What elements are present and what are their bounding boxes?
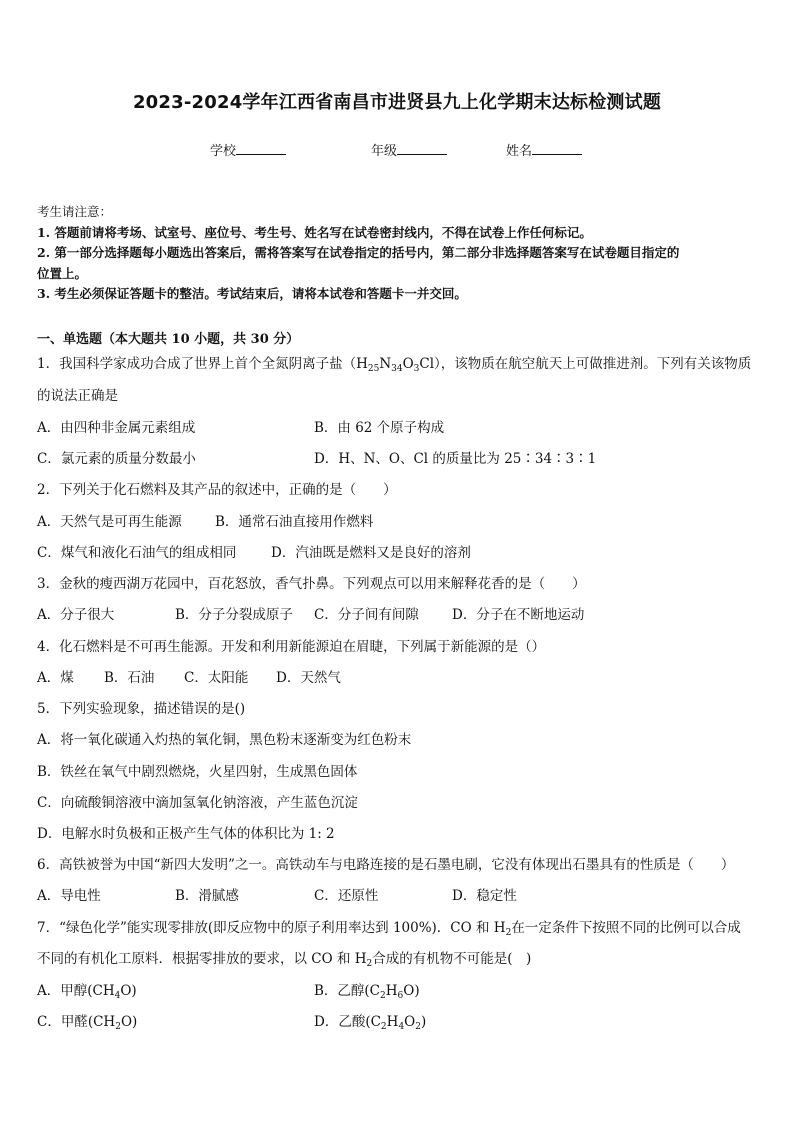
school-blank[interactable] [236,141,286,155]
q1-stem-part: O [402,356,414,372]
q1-sub: 3 [413,364,420,374]
question-6-option-c[interactable]: C．还原性 [314,888,379,904]
q7b-part: H [385,983,398,999]
question-5-option-b[interactable]: B．铁丝在氧气中剧烈燃烧，火星四射，生成黑色固体 [37,764,358,780]
notice-heading: 考生请注意： [37,204,113,219]
q1-stem-part: N [379,356,392,372]
question-2-option-d[interactable]: D．汽油既是燃料又是良好的溶剂 [271,545,471,561]
question-7-stem-line2 [37,947,759,967]
q7b-part: B．乙醇(C [314,983,381,999]
question-2-option-c[interactable]: C．煤气和液化石油气的组成相同 [37,545,237,561]
question-1-option-d[interactable]: D．H、N、O、Cl 的质量比为 25∶34∶3∶1 [314,451,597,467]
question-5-stem: 5．下列实验现象，描述错误的是() [37,701,246,717]
question-1-option-b[interactable]: B．由 62 个原子构成 [314,420,445,436]
q1-sub: 25 [367,364,380,374]
question-3-option-b[interactable]: B．分子分裂成原子 [175,607,293,623]
q7b-sub: 2 [380,991,386,1001]
grade-label: 年级 [371,144,398,159]
question-1-option-a[interactable]: A．由四种非金属元素组成 [37,420,196,436]
notice-item-1: 1. 答题前请将考场、试室号、座位号、考生号、姓名写在试卷密封线内，不得在试卷上作任何标记。 [37,224,592,240]
question-4-stem: 4．化石燃料是不可再生能源。开发和利用新能源迫在眉睫，下列属于新能源的是（） [37,639,546,655]
q7-stem-part: 7．“绿色化学”能实现零排放(即反应物中的原子利用率达到 100%)．CO 和 H [37,920,506,936]
question-6-stem: 6．高铁被誉为中国“新四大发明”之一。高铁动车与电路连接的是石墨电刷，它没有体现出石墨具有的性质是（ ） [37,857,735,873]
question-7-option-d[interactable] [314,1010,426,1030]
q7d-part: H [386,1014,399,1030]
question-4-option-b[interactable]: B．石油 [104,670,155,686]
q7c-part: C．甲醛(CH [37,1014,116,1030]
question-3-option-c[interactable]: C．分子间有间隙 [314,607,419,623]
question-3-stem: 3．金秋的瘦西湖万花园中，百花怒放，香气扑鼻。下列观点可以用来解释花香的是（ ） [37,576,586,592]
question-3-option-a[interactable]: A．分子很大 [37,607,115,623]
q7d-part: O [404,1014,416,1030]
question-7-option-b[interactable] [314,979,420,999]
q7-stem-part: 在一定条件下按照不同的比例可以合成 [511,920,741,936]
q7a-part: A．甲醇(CH [37,983,115,999]
school-label: 学校 [210,144,237,159]
q7a-sub: 4 [114,991,121,1001]
school-field [210,140,286,159]
notice-item-3: 3. 考生必须保证答题卡的整洁。考试结束后，请将本试卷和答题卡一并交回。 [37,286,467,301]
question-7-option-c[interactable] [37,1010,137,1030]
question-4-option-d[interactable]: D．天然气 [276,670,341,686]
question-5-option-c[interactable]: C．向硫酸铜溶液中滴加氢氧化钠溶液，产生蓝色沉淀 [37,795,358,811]
question-2-option-b[interactable]: B．通常石油直接用作燃料 [215,514,374,530]
q7-sub: 2 [366,959,373,969]
q7b-sub: 6 [397,991,404,1001]
name-blank[interactable] [532,141,582,155]
q7a-part: O) [120,983,137,999]
question-4-option-c[interactable]: C．太阳能 [184,670,249,686]
question-1-stem [37,352,759,372]
q7d-sub: 4 [398,1022,405,1032]
notice-item-2-continued: 位置上。 [37,265,88,281]
name-label: 姓名 [506,144,533,159]
grade-blank[interactable] [397,141,447,155]
question-6-option-d[interactable]: D．稳定性 [452,888,517,904]
q7-stem-part: 不同的有机化工原料．根据零排放的要求，以 CO 和 H [37,951,367,967]
question-5-option-a[interactable]: A．将一氧化碳通入灼热的氧化铜，黑色粉末逐渐变为红色粉末 [37,732,412,748]
q7d-part: D．乙酸(C [314,1014,381,1030]
grade-field [371,140,447,159]
question-2-option-a[interactable]: A．天然气是可再生能源 [37,514,182,530]
q7-sub: 2 [505,928,512,938]
question-7-stem [37,916,759,936]
question-6-option-a[interactable]: A．导电性 [37,888,101,904]
q1-stem-part: 1．我国科学家成功合成了世界上首个全氮阴离子盐（H [37,356,368,372]
q7d-sub: 2 [415,1022,421,1032]
q7c-sub: 2 [115,1022,121,1032]
question-5-option-d[interactable]: D．电解水时负极和正极产生气体的体积比为 1: 2 [37,826,335,842]
q1-sub: 34 [391,364,403,374]
notice-block [37,202,759,305]
q7-stem-part: 合成的有机物不可能是( ) [372,951,532,967]
question-1-option-c[interactable]: C．氯元素的质量分数最小 [37,451,196,467]
question-1-stem-line2: 的说法正确是 [37,388,118,404]
q7b-part: O) [403,983,420,999]
section-heading: 一、单选题（本大题共 10 小题，共 30 分） [37,332,300,347]
q7d-sub: 2 [380,1022,387,1032]
q1-stem-part: Cl），该物质在航空航天上可做推进剂。下列有关该物质 [419,356,752,372]
question-6-option-b[interactable]: B．滑腻感 [175,888,239,904]
question-3-option-d[interactable]: D．分子在不断地运动 [452,607,585,623]
question-7-option-a[interactable] [37,979,137,999]
q7d-part: ) [420,1014,427,1030]
notice-item-2: 2. 第一部分选择题每小题选出答案后，需将答案写在试卷指定的括号内，第二部分非选择题答案写在试卷题目指定的 [37,245,680,260]
question-4-option-a[interactable]: A．煤 [37,670,74,686]
page-title: 2023-2024学年江西省南昌市进贤县九上化学期末达标检测试题 [132,92,662,113]
q7c-part: O) [120,1014,138,1030]
question-2-stem: 2．下列关于化石燃料及其产品的叙述中，正确的是（ ） [37,482,397,498]
name-field [506,140,582,159]
